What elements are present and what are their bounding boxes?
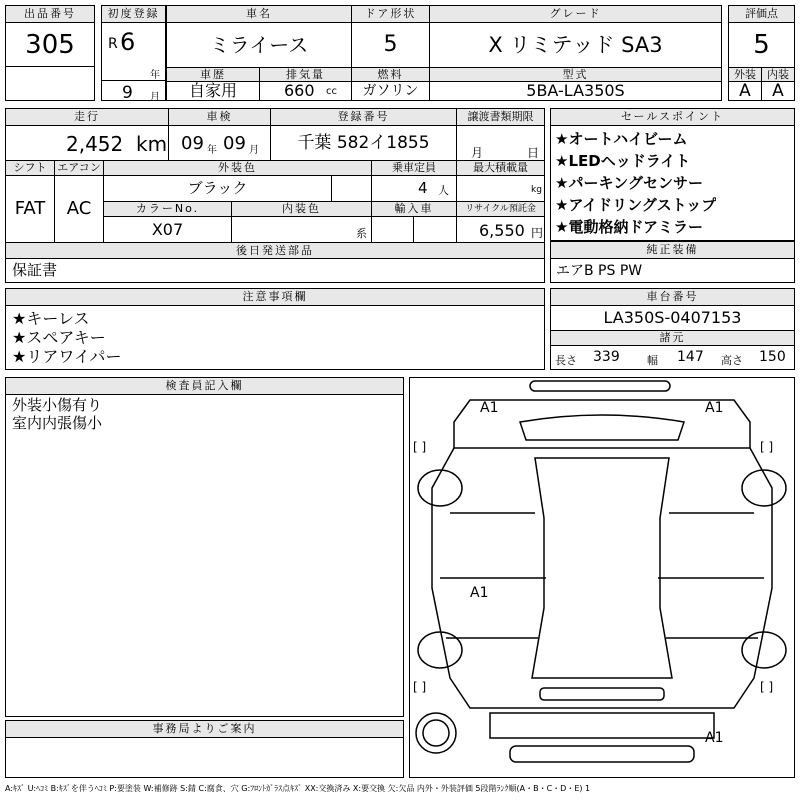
transfer-month-unit: 月 [471,146,484,160]
plate: 千葉 582イ1855 [270,126,456,160]
first-reg-label: 初度登録 [102,6,165,23]
sales-point-4: ★アイドリングストップ [555,196,717,214]
insp-year-unit: 年 [207,145,217,156]
inspection-label: 車検 [168,109,270,126]
damage-mark-left-door: A1 [470,585,489,601]
car-block [166,5,722,101]
displacement-unit: cc [326,86,337,97]
month-unit: 月 [150,92,160,103]
color-no-label: カラーNo. [103,201,231,217]
height: 150 [759,349,786,365]
wheel-front-left [418,470,462,506]
displacement-cell [259,82,351,100]
recycle-cell [456,217,544,242]
lot-no: 305 [25,30,75,60]
sales-point-1: ★オートハイビーム [555,130,688,148]
ac-label: エアコン [54,160,103,176]
score: 5 [753,30,770,60]
rear-glass-shape [540,688,664,700]
length: 339 [593,349,620,365]
rear-panel-shape [490,713,714,738]
color: ブラック [103,176,331,201]
notes-block [5,288,545,370]
exterior-grade: A [739,82,751,100]
model-label: 型式 [429,67,721,82]
office-block [5,720,404,778]
recycle-unit: 円 [531,226,544,240]
damage-mark-front-left: A1 [480,400,499,416]
rear-bumper-shape [510,746,694,762]
mileage-label: 走行 [6,109,168,126]
damage-mark-front-right: A1 [705,400,724,416]
width: 147 [677,349,704,365]
inspector-line-1: 外装小傷有り [12,396,103,414]
length-label: 長さ [555,354,577,367]
capacity: 4 [418,179,428,197]
ac: AC [54,176,103,242]
interior-label: 内装 [761,67,794,82]
equipment-label: 純正装備 [551,242,794,259]
sales-points-label: セールスポイント [551,109,794,126]
chassis-number: LA350S-0407153 [603,308,742,327]
transfer-cell [456,126,544,160]
interior-grade: A [761,82,794,100]
width-label: 幅 [647,354,658,367]
bracket-front-right: [ ] [760,440,774,454]
equipment-value: エアB PS PW [556,263,643,279]
plate-label: 登録番号 [270,109,456,126]
door-label: ドア形状 [351,6,429,23]
sales-point-5: ★電動格納ドアミラー [555,218,703,236]
score-label: 評価点 [729,6,794,23]
note-2: ★スペアキー [12,329,106,347]
color-no: X07 [103,217,231,242]
wheel-rear-left [418,632,462,668]
load-unit: kg [531,185,542,195]
inspector-label: 検査員記入欄 [6,378,403,395]
damage-mark-rear-bumper: A1 [705,730,724,746]
first-reg-block [101,5,166,101]
doors: 5 [351,23,429,67]
year-unit: 年 [150,70,160,81]
bracket-rear-left: [ ] [413,680,427,694]
capacity-label: 乗車定員 [371,160,456,176]
note-3: ★リアワイパー [12,348,122,366]
front-bumper-shape [530,381,670,391]
sales-point-2: ★LEDヘッドライト [555,152,691,170]
specs-row [551,346,794,369]
car-name-label: 車名 [167,6,351,23]
fuel-label: 燃料 [351,67,429,82]
chassis-label: 車台番号 [551,289,794,306]
fuel: ガソリン [351,82,429,100]
interior-color-cell [231,217,371,242]
car-outline-diagram [410,378,794,777]
office-label: 事務局よりご案内 [6,721,403,738]
import-b [413,217,456,242]
equipment-block [550,241,795,283]
chassis-block [550,288,795,370]
inspection-cell [168,126,270,160]
transfer-label: 譲渡書類期限 [456,109,544,126]
mileage-unit: km [136,132,168,156]
import-label: 輸入車 [371,201,456,217]
specs-label: 諸元 [551,330,794,346]
sales-points-block [550,108,795,241]
recycle-label: リサイクル預託金 [456,201,544,217]
insp-month: 09 [223,133,246,154]
sales-point-3: ★パーキングセンサー [555,174,703,192]
details-block [5,108,545,283]
history: 自家用 [188,82,237,100]
transfer-day-unit: 日 [527,146,540,160]
capacity-cell [371,176,456,201]
grade-label: グレード [429,6,721,23]
damage-diagram [409,377,795,778]
car-name: ミライース [209,33,309,57]
notes-label: 注意事項欄 [6,289,544,306]
shift: FAT [14,198,46,219]
score-block [728,5,795,101]
note-1: ★キーレス [12,310,90,328]
mileage-cell [6,126,168,160]
windshield-shape [520,415,684,440]
history-label: 車歴 [167,67,259,82]
top-block [5,5,95,101]
era-letter: R [108,36,118,52]
load-label: 最大積載量 [456,160,544,176]
color-extra [331,176,371,201]
load-cell [456,176,544,201]
grade: X リミテッド SA3 [429,23,721,67]
insp-year: 09 [181,133,204,154]
reg-month: 9 [122,83,133,103]
wheel-rear-right [742,632,786,668]
color-label: 外装色 [103,160,371,176]
interior-color-label: 内装色 [231,201,371,217]
displacement: 660 [284,82,315,100]
reg-year: 6 [120,28,136,56]
wheel-front-right [742,470,786,506]
bracket-rear-right: [ ] [760,680,774,694]
interior-color-unit: 系 [356,227,367,240]
exterior-label: 外装 [729,67,761,82]
recycle: 6,550 [479,221,525,240]
inspector-line-2: 室内内張傷小 [12,414,103,432]
shift-label: シフト [6,160,54,176]
spare-tire-inner [423,720,449,746]
import-a [371,217,413,242]
spare-tire-shape [416,713,456,753]
mileage: 2,452 [66,132,124,156]
capacity-unit: 人 [438,184,449,197]
height-label: 高さ [721,354,743,367]
displacement-label: 排気量 [259,67,351,82]
roof-shape [532,458,672,678]
inspector-block [5,377,404,717]
insp-month-unit: 月 [249,145,259,156]
lot-no-label: 出品番号 [6,6,94,23]
legend: A:ｷｽﾞ U:ﾍｺﾐ B:ｷｽﾞを伴うﾍｺﾐ P:要塗装 W:補修跡 S:錆 C:腐食、穴 G:ﾌﾛﾝﾄｶﾞﾗｽ点ｷｽﾞ XX:交換済み X:要交換 欠:欠品 内外・外装評価 5段階ﾗﾝｸ順(A・B・C・D・E) 1 [5,784,591,793]
model: 5BA-LA350S [429,82,721,100]
bracket-front-left: [ ] [413,440,427,454]
later-label: 後日発送部品 [6,242,544,259]
later-item: 保証書 [12,261,58,279]
reg-divider [102,80,165,81]
lot-divider [6,66,94,67]
